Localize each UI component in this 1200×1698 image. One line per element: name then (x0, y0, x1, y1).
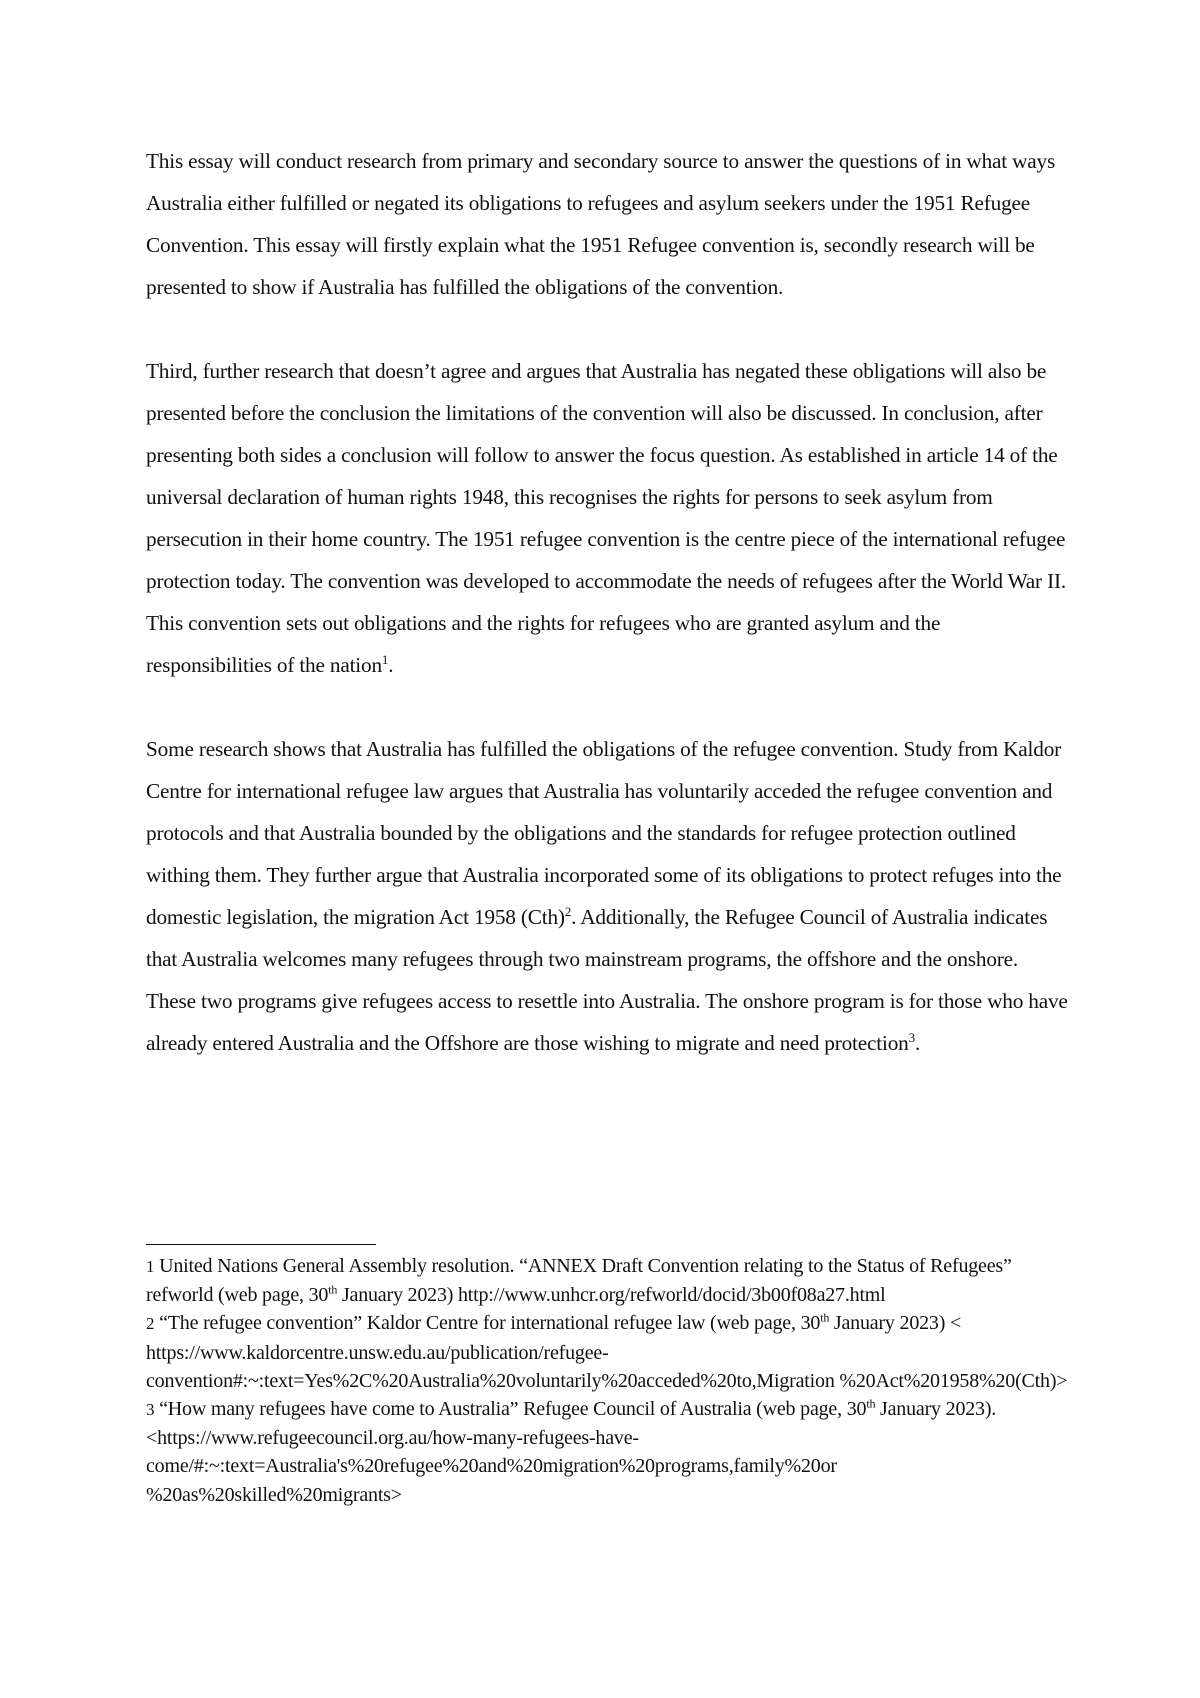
paragraph-end-period: . (388, 653, 394, 677)
paragraph-introduction (146, 140, 1071, 308)
footnote-reference-3[interactable]: 3 (908, 1029, 915, 1045)
footnote-text: “The refugee convention” Kaldor Centre for international refugee law (web page, 30 (154, 1312, 821, 1335)
footnote-reference-1[interactable]: 1 (381, 651, 389, 667)
footnotes-section (146, 1252, 1071, 1509)
footnote-ordinal-suffix: th (820, 1310, 830, 1325)
essay-body (146, 140, 1071, 1064)
footnote-number: 1 (146, 1257, 155, 1276)
footnote-text: January 2023). <https://www.refugeecouncil.org.au/how-many-refugees-have-come/#:~:text=Australia's%20refugee%20and%20migration%20programs,family%20or %20as%20skilled%20migrants> (146, 1398, 997, 1506)
footnote-2 (146, 1309, 1071, 1395)
footnote-text: January 2023) < https://www.kaldorcentre.unsw.edu.au/publication/refugee-convention#:~:text=Yes%2C%20Australia%20voluntarily%20acceded%20to,Migration %20Act%201958%20(Cth)> (146, 1312, 1068, 1392)
footnote-1 (146, 1252, 1071, 1309)
paragraph-fulfilled-obligations-text-b: . Additionally, the Refugee Council of Australia indicates that Australia welcomes many refugees through two mainstream programs, the offshore and the onshore. These two programs give refugees access to resettle into Australia. The onshore program is for those who have already entered Australia and the Offshore are those wishing to migrate and need protection (146, 905, 1068, 1055)
paragraph-introduction-text: This essay will conduct research from primary and secondary source to answer the questions of in what ways Australia either fulfilled or negated its obligations to refugees and asylum seekers under the 1951 Refugee Convention. This essay will firstly explain what the 1951 Refugee convention is, secondly research will be presented to show if Australia has fulfilled the obligations of the convention. (146, 149, 1056, 299)
footnote-ordinal-suffix: th (866, 1396, 876, 1411)
paragraph-fulfilled-obligations-text-a: Some research shows that Australia has fulfilled the obligations of the refugee convention. Study from Kaldor Centre for international refugee law argues that Australia has voluntarily acceded the refugee convention and protocols and that Australia bounded by the obligations and the standards for refugee protection outlined withing them. They further argue that Australia incorporated some of its obligations to protect refuges into the domestic legislation, the migration Act 1958 (Cth) (146, 737, 1062, 929)
footnote-number: 3 (146, 1400, 155, 1420)
footnote-number: 2 (146, 1314, 155, 1334)
paragraph-end-period: . (914, 1031, 921, 1055)
footnote-reference-2[interactable]: 2 (564, 903, 572, 919)
footnote-text: “How many refugees have come to Australia” Refugee Council of Australia (web page, 30 (154, 1398, 867, 1421)
footnote-3 (146, 1395, 1071, 1509)
paragraph-convention-background (146, 350, 1071, 686)
footnote-text: United Nations General Assembly resolution. “ANNEX Draft Convention relating to the Status of Refugees” refworld (web page, 30 (146, 1255, 1012, 1307)
paragraph-convention-background-text: Third, further research that doesn’t agree and argues that Australia has negated these obligations will also be presented before the conclusion the limitations of the convention will also be discussed. In conclusion, after presenting both sides a conclusion will follow to answer the focus question. As established in article 14 of the universal declaration of human rights 1948, this recognises the rights for persons to seek asylum from persecution in their home country. The 1951 refugee convention is the centre piece of the international refugee protection today. The convention was developed to accommodate the needs of refugees after the World War II. This convention sets out obligations and the rights for refugees who are granted asylum and the responsibilities of the nation (146, 359, 1066, 677)
footnote-separator (146, 1244, 376, 1245)
footnote-text: January 2023) http://www.unhcr.org/refworld/docid/3b00f08a27.html (337, 1284, 886, 1307)
footnote-ordinal-suffix: th (328, 1282, 338, 1297)
paragraph-fulfilled-obligations (146, 728, 1071, 1064)
